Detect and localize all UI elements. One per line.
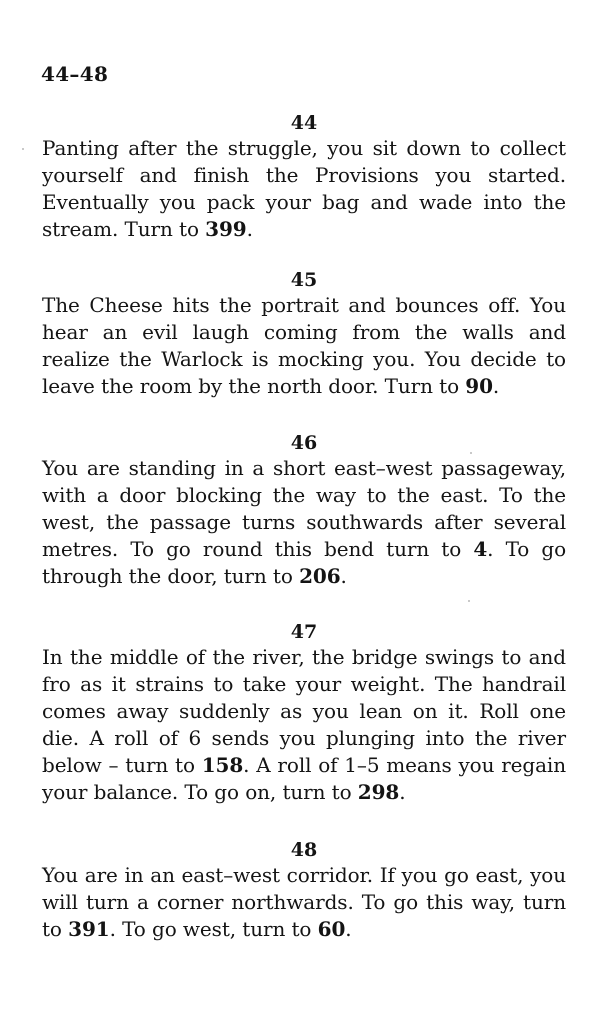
paragraph-text: The Cheese hits the portrait and bounces off. You hear an evil laugh coming from the walls and realize the Warlock is mocking you. You decide to leave the room by the north door. Turn to [42,293,566,398]
turn-to-reference[interactable]: 206 [299,564,341,588]
paragraph-text: . [340,564,347,588]
paragraph-text: You are standing in a short east–west passageway, with a door blocking the way to the east. To the west, the passage turns southwards after several metres. To go round this bend turn to [42,456,566,561]
section-paragraph [42,135,566,243]
section-paragraph [42,292,566,400]
paragraph-text: . [345,917,352,941]
paragraph-text: . [399,780,406,804]
section-paragraph [42,455,566,590]
turn-to-reference[interactable]: 298 [357,780,400,804]
section-number: 45 [290,269,318,291]
section-number: 48 [290,839,318,861]
section-45 [42,268,566,400]
section-46 [42,431,566,590]
section-number: 44 [290,112,318,134]
paragraph-text: Panting after the struggle, you sit down to collect yourself and finish the Provisions you started. Eventually you pack your bag and wade into the stream. Turn to [42,136,566,241]
paragraph-text: You are in an east–west corridor. If you go east, you will turn a corner northwards. To go this way, turn to [42,863,566,941]
section-44 [42,111,566,243]
section-47 [42,620,566,806]
turn-to-reference[interactable]: 4 [473,537,488,561]
turn-to-reference[interactable]: 391 [68,917,110,941]
paragraph-text: . To go through the door, turn to [42,537,567,588]
scan-speck [470,452,472,454]
turn-to-reference[interactable]: 90 [465,374,493,398]
turn-to-reference[interactable]: 158 [201,753,244,777]
scan-speck [22,148,24,150]
paragraph-text: . To go west, turn to [109,917,318,941]
paragraph-text: In the middle of the river, the bridge swings to and fro as it strains to take your weight. The handrail comes away suddenly as you lean on it. Roll one die. A roll of 6 sends you plunging into the river below – turn to [42,645,566,777]
section-paragraph [42,644,566,806]
section-number: 46 [290,432,318,454]
paragraph-text: . [492,374,500,398]
scan-speck [468,600,470,602]
section-48 [42,838,566,943]
paragraph-text: . [246,217,253,241]
turn-to-reference[interactable]: 60 [317,917,346,941]
section-paragraph [42,862,566,943]
turn-to-reference[interactable]: 399 [205,217,247,241]
page-range-header: 44–48 [41,62,109,86]
paragraph-text: . A roll of 1–5 means you regain your balance. To go on, turn to [42,753,566,804]
section-number: 47 [290,621,318,643]
